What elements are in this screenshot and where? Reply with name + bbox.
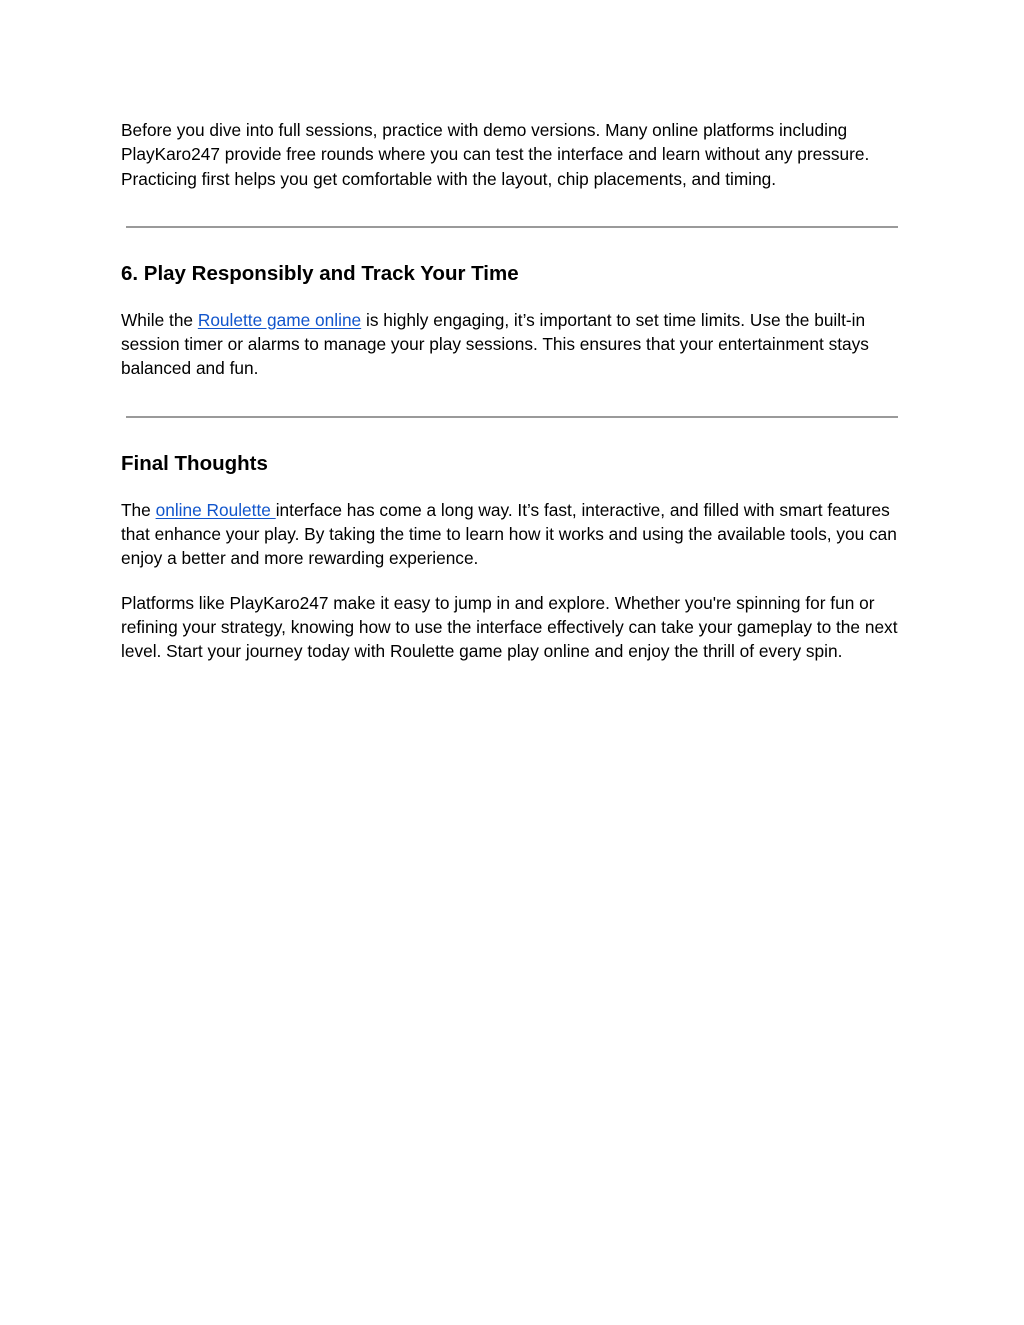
final-thoughts-heading: Final Thoughts [121,451,268,475]
online-roulette-link[interactable]: online Roulette [155,499,276,520]
final-thoughts-paragraph-1 [121,498,906,571]
section-6-text-start: While the [121,309,198,330]
section-6-heading: 6. Play Responsibly and Track Your Time [121,261,519,285]
final-thoughts-paragraph-2: Platforms like PlayKaro247 make it easy to jump in and explore. Whether you're spinning for fun or refining your strategy, knowing how to use the interface effectively can take your gameplay to the next level. Start your journey today with Roulette game play online and enjoy the thrill of every spin. [121,592,898,662]
document-page [121,118,906,664]
roulette-game-online-link[interactable]: Roulette game online [197,309,362,330]
section-6-text-end: is highly engaging, it’s important to set time limits. Use the built-in session timer or alarms to manage your play sessions. This ensures that your entertainment stays balanced and fun. [121,309,869,379]
divider-2 [126,416,898,418]
intro-paragraph: Before you dive into full sessions, practice with demo versions. Many online platforms including PlayKaro247 provide free rounds where you can test the interface and learn without any pressure. Practicing first helps you get comfortable with the layout, chip placements, and timing. [121,120,870,189]
final-p1-text-start: The [121,499,156,520]
section-6-paragraph [121,308,906,381]
final-p1-text-end: interface has come a long way. It’s fast, interactive, and filled with smart features that enhance your play. By taking the time to learn how it works and using the available tools, you can enjoy a better and more rewarding experience. [121,499,897,569]
divider-1 [126,226,898,228]
